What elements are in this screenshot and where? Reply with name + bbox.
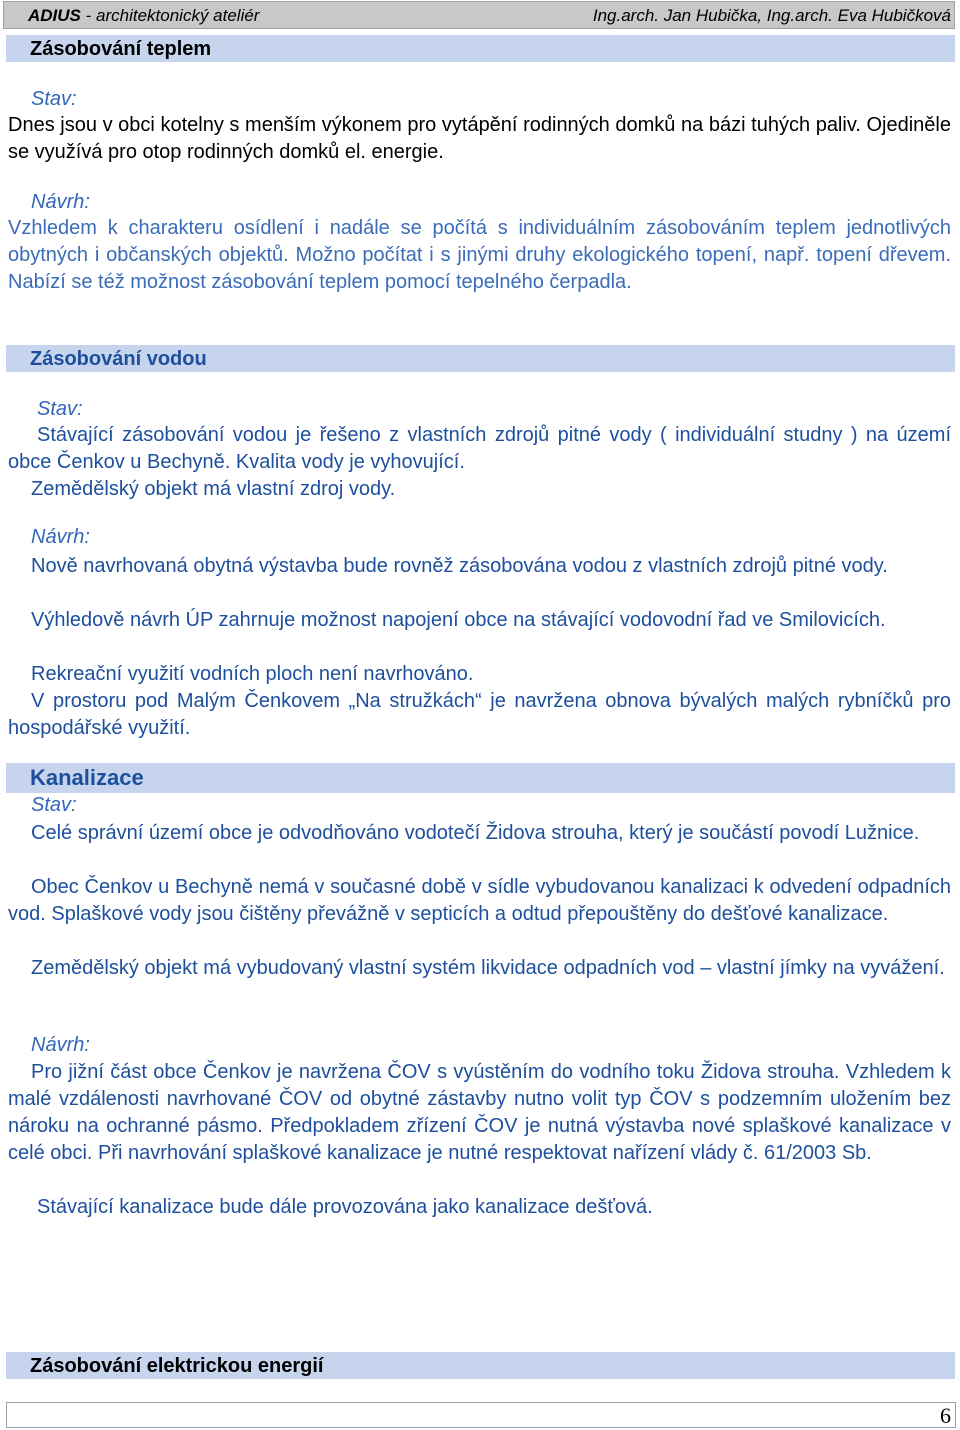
water-stav-p1: Stávající zásobování vodou je řešeno z vlastních zdrojů pitné vody ( individuální studny ) na území obce Čenkov u Bechyně. Kvalita vody je vyhovující.	[8, 424, 951, 473]
section-heading-electric: Zásobování elektrickou energií	[6, 1352, 955, 1379]
water-stav-label: Stav:	[37, 398, 83, 420]
water-navrh-p4: V prostoru pod Malým Čenkovem „Na stružkách“ je navržena obnova bývalých malých rybníčků pro hospodářské využití.	[8, 690, 951, 739]
header-brand	[28, 6, 259, 26]
sewer-stav-p1: Celé správní území obce je odvodňováno vodotečí Židova strouha, který je součástí povodí Lužnice.	[31, 822, 920, 844]
sewer-navrh-label: Návrh:	[31, 1034, 90, 1056]
page-header	[3, 1, 955, 29]
water-navrh-p2: Výhledově návrh ÚP zahrnuje možnost napojení obce na stávající vodovodní řad ve Smilovicích.	[31, 609, 886, 631]
page-footer	[6, 1402, 956, 1428]
sewer-stav-p2: Obec Čenkov u Bechyně nemá v současné době v sídle vybudovanou kanalizaci k odvedení odpadních vod. Splaškové vody jsou čištěny převážně v septicích a odtud přepouštěny do dešťové kanalizace.	[8, 876, 951, 925]
header-brand-subtitle: - architektonický ateliér	[80, 6, 260, 25]
sewer-stav-p3: Zemědělský objekt má vybudovaný vlastní systém likvidace odpadních vod – vlastní jímky na vyvážení.	[31, 957, 945, 979]
section-heading-sewer: Kanalizace	[6, 763, 955, 793]
water-navrh-p1: Nově navrhovaná obytná výstavba bude rovněž zásobována vodou z vlastních zdrojů pitné vody.	[31, 555, 888, 577]
heat-navrh-label: Návrh:	[31, 191, 90, 213]
section-heading-water: Zásobování vodou	[6, 345, 955, 372]
sewer-navrh-p1: Pro jižní část obce Čenkov je navržena ČOV s vyústěním do vodního toku Židova strouha. Vzhledem k malé vzdálenosti navrhované ČOV od obytné zástavby nutno volit typ ČOV s podzemním uložením bez nároku na ochranné pásmo. Předpokladem zřízení ČOV je nutná výstavba nové splaškové kanalizace v celé obci. Při navrhování splaškové kanalizace je nutné respektovat nařízení vlády č. 61/2003 Sb.	[8, 1061, 951, 1164]
header-authors: Ing.arch. Jan Hubička, Ing.arch. Eva Hubičková	[592, 6, 951, 25]
section-heading-heat: Zásobování teplem	[6, 35, 955, 62]
water-stav-p2: Zemědělský objekt má vlastní zdroj vody.	[31, 478, 396, 500]
water-navrh-label: Návrh:	[31, 526, 90, 548]
header-brand-name: ADIUS	[28, 6, 81, 25]
page-number: 6	[940, 1403, 951, 1428]
water-navrh-p3: Rekreační využití vodních ploch není navrhováno.	[31, 663, 474, 685]
sewer-stav-label: Stav:	[31, 794, 77, 816]
heat-stav-label: Stav:	[31, 88, 77, 110]
heat-stav-text-content: Dnes jsou v obci kotelny s menším výkonem pro vytápění rodinných domků na bázi tuhých paliv. Ojediněle se využívá pro otop rodinných domků el. energie.	[8, 114, 951, 163]
heat-navrh-text: Vzhledem k charakteru osídlení i nadále se počítá s individuálním zásobováním teplem jednotlivých obytných i občanských objektů. Možno počítat i s jinými druhy ekologického topení, např. topení dřevem. Nabízí se též možnost zásobování teplem pomocí tepelného čerpadla.	[8, 217, 951, 293]
sewer-navrh-p2: Stávající kanalizace bude dále provozována jako kanalizace dešťová.	[37, 1196, 653, 1218]
heat-stav-text	[8, 112, 951, 166]
